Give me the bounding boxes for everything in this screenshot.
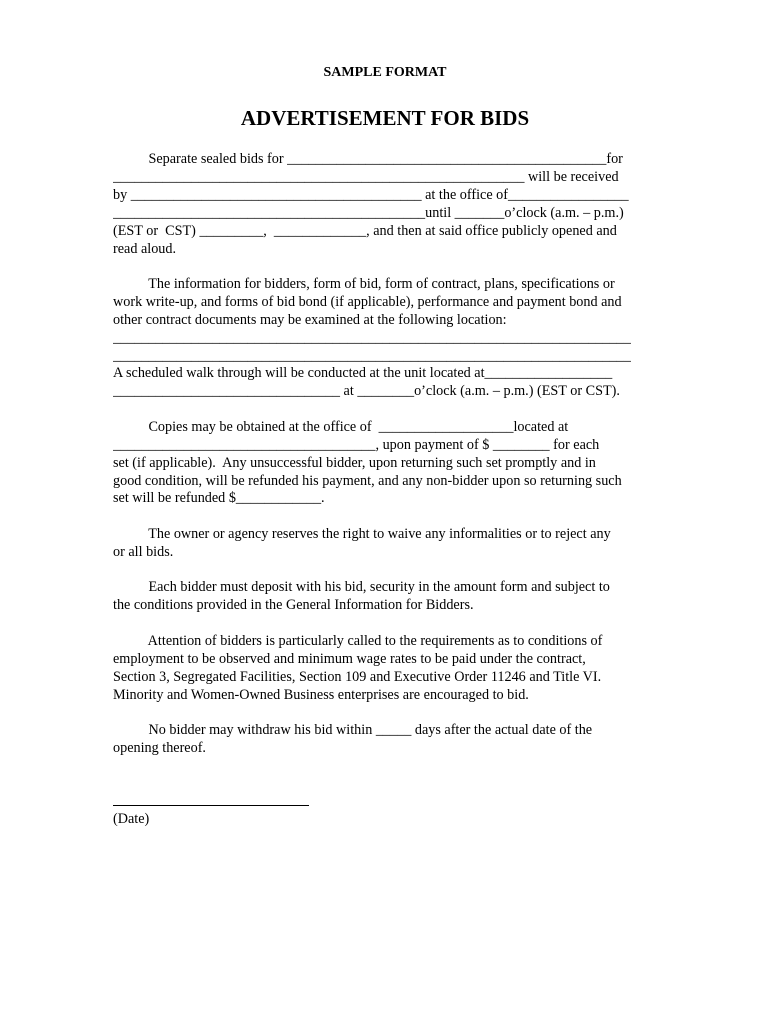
p6-line-1: Attention of bidders is particularly called to the requirements as to conditions of xyxy=(113,633,603,649)
sample-format-label: SAMPLE FORMAT xyxy=(323,65,447,80)
p6-line-2: employment to be observed and minimum wage rates to be paid under the contract, xyxy=(113,651,586,667)
p2-line-6: A scheduled walk through will be conducted at the unit located at__________________ xyxy=(113,365,613,381)
date-signature-line xyxy=(113,805,309,806)
p6-line-3: Section 3, Segregated Facilities, Section 109 and Executive Order 11246 and Title VI. xyxy=(113,669,602,685)
p2-blank-line-2: _________________________________________________________________________ xyxy=(113,348,631,364)
p1-line-5: (EST or CST) _________, _____________, and then at said office publicly opened and xyxy=(113,223,617,239)
p5-line-2: the conditions provided in the General Information for Bidders. xyxy=(113,597,474,613)
document-title: ADVERTISEMENT FOR BIDS xyxy=(240,106,530,130)
p3-line-5: set will be refunded $____________. xyxy=(113,490,325,506)
p3-line-4: good condition, will be refunded his payment, and any non-bidder upon so returning such xyxy=(113,473,622,489)
p2-blank-line-1: _________________________________________________________________________ xyxy=(113,330,631,346)
date-label: (Date) xyxy=(113,811,150,827)
p7-line-2: opening thereof. xyxy=(113,740,206,756)
p2-line-2: work write-up, and forms of bid bond (if applicable), performance and payment bond and xyxy=(113,294,622,310)
p1-line-3: by _________________________________________ at the office of_________________ xyxy=(113,187,629,203)
p1-line-6: read aloud. xyxy=(113,241,177,257)
p1-line-4: ____________________________________________until _______o’clock (a.m. – p.m.) xyxy=(113,205,624,221)
p2-line-3: other contract documents may be examined at the following location: xyxy=(113,312,507,328)
p5-line-1: Each bidder must deposit with his bid, security in the amount form and subject to xyxy=(113,579,610,595)
p2-line-1: The information for bidders, form of bid, form of contract, plans, specifications or xyxy=(113,276,615,292)
p6-line-4: Minority and Women-Owned Business enterprises are encouraged to bid. xyxy=(113,687,529,703)
p4-line-1: The owner or agency reserves the right to waive any informalities or to reject any xyxy=(113,526,611,542)
p2-line-7: ________________________________ at ________o’clock (a.m. – p.m.) (EST or CST). xyxy=(113,383,620,399)
p3-line-2: _____________________________________, upon payment of $ ________ for each xyxy=(113,437,600,453)
p7-line-1: No bidder may withdraw his bid within _____ days after the actual date of the xyxy=(113,722,593,738)
p1-line-2: __________________________________________________________ will be received xyxy=(113,169,619,185)
p1-line-1: Separate sealed bids for _____________________________________________for xyxy=(113,151,623,167)
p3-line-3: set (if applicable). Any unsuccessful bidder, upon returning such set promptly and in xyxy=(113,455,596,471)
p3-line-1: Copies may be obtained at the office of ___________________located at xyxy=(113,419,569,435)
p4-line-2: or all bids. xyxy=(113,544,174,560)
